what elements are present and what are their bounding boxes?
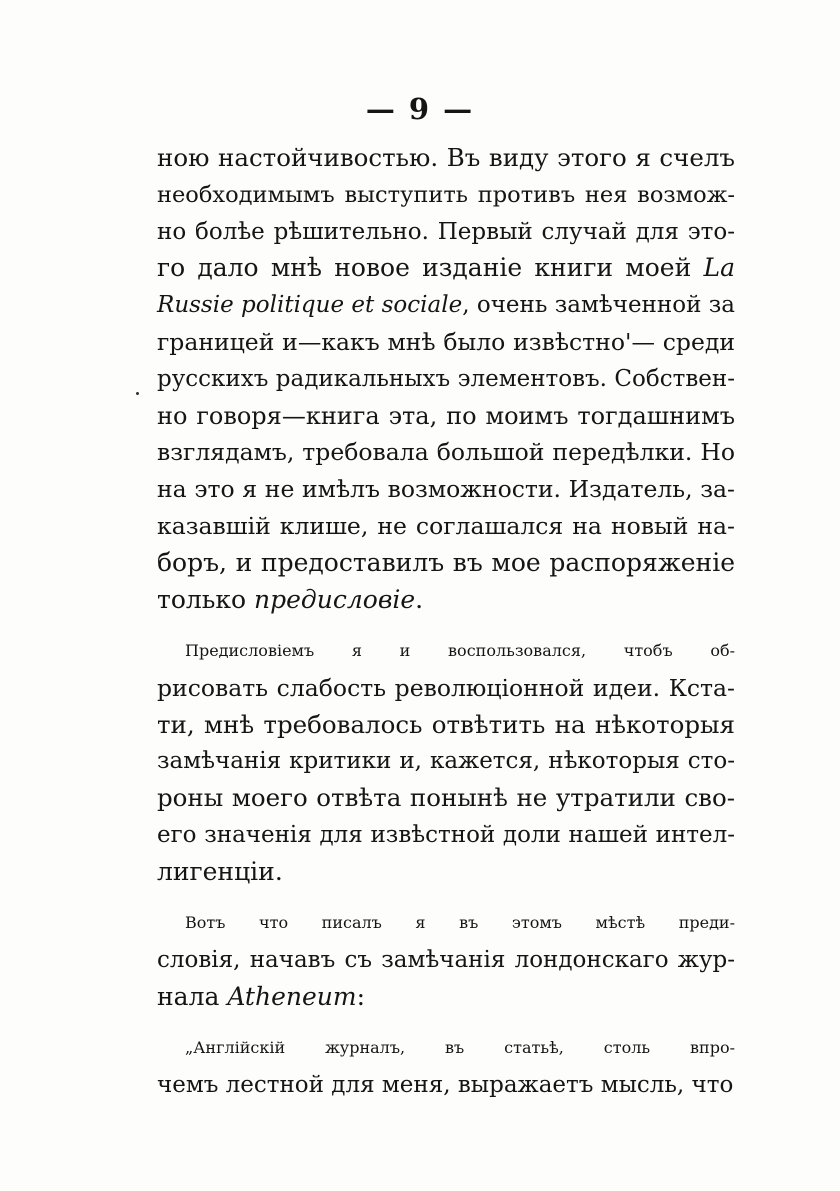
text-line: рисовать слабость революціонной идеи. Кста- [157,673,735,702]
text-line [157,979,735,1016]
text-segment: , очень замѣченной за [462,292,735,319]
text-line: лигенціи. [157,856,283,886]
text-line [157,582,735,619]
text-line [157,287,735,324]
text-line: русскихъ радикальныхъ элементовъ. Собствен- [157,365,735,392]
text-line: боръ, и предоставилъ въ мое распоряженіе [157,547,735,577]
text-line: замѣчанія критики и, кажется, нѣкоторыя сто- [157,748,735,775]
text-line: ною настойчивостью. Въ виду этого я счелъ [157,143,735,172]
paragraph-4 [157,1030,735,1104]
text-line: но говоря—книга эта, по моимъ тогдашнимъ [157,401,735,430]
text-line: „Англійскій журналъ, въ статьѣ, столь впро- [185,1038,735,1057]
text-line: чемъ лестной для меня, выражаетъ мысль, что [157,1071,734,1098]
page-number: — 9 — [365,92,475,126]
text-line: его значенія для извѣстной доли нашей интел- [157,821,735,848]
text-line: но болѣе рѣшительно. Первый случай для это- [157,218,735,245]
print-speck [136,392,139,395]
text-line: словія, начавъ съ замѣчанія лондонскаго жур- [157,946,735,973]
text-line: ти, мнѣ требовалось отвѣтить на нѣкоторыя [157,709,735,739]
paragraph-3 [157,905,735,1015]
text-segment: нала [157,981,228,1011]
text-segment: : [356,981,366,1011]
text-line: роны моего отвѣта понынѣ не утратили сво- [157,783,735,813]
text-line: границей и—какъ мнѣ было извѣстно'— среди [157,327,735,356]
italic-text: предисловіе [254,584,416,614]
text-line: необходимымъ выступить противъ нея возмож- [157,181,735,208]
italic-text: La [703,253,735,283]
paragraph-2 [157,633,735,891]
italic-text: Russie politique et sociale [157,292,463,319]
text-line: взглядамъ, требовала большой передѣлки. Но [157,438,735,467]
text-line [157,250,735,287]
italic-text: Atheneum [227,981,357,1011]
text-segment: . [415,584,424,614]
text-line: казавшій клише, не соглашался на новый на- [157,511,735,540]
text-segment: только [157,584,254,614]
text-line: на это я не имѣлъ возможности. Издатель, за- [157,475,735,504]
paragraph-1 [157,140,735,618]
text-line: Предисловіемъ я и воспользовался, чтобъ об- [185,641,735,660]
text-segment: го дало мнѣ новое изданіе книги моей [157,253,704,283]
text-line: Вотъ что писалъ я въ этомъ мѣстѣ преди- [185,913,735,932]
